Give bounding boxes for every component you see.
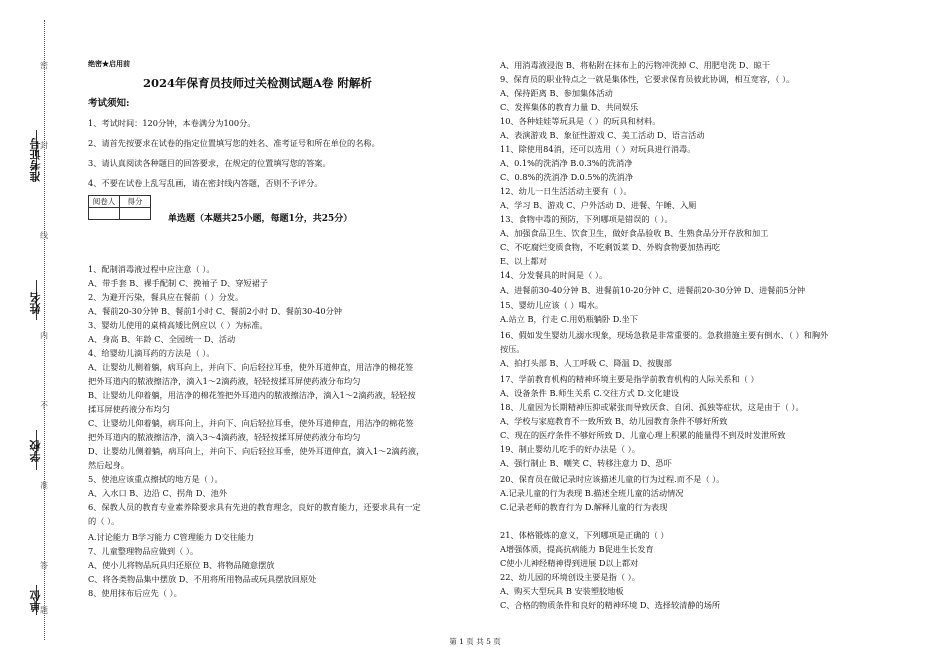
seal-char: 题 [40, 606, 48, 615]
question-line: 1、配制消毒液过程中应注意（ ）。 [88, 264, 215, 274]
question-line: C、合格的物质条件和良好的精神环境 D、选择较清静的场所 [500, 600, 721, 610]
question-line: C、让婴幼儿仰着躺，病耳向上，并向下、向后轻拉耳垂，使外耳道伸直，用洁净的棉花签 [88, 418, 414, 428]
question-line: A、强行制止 B、嘲笑 C、转移注意力 D、恐吓 [500, 458, 672, 468]
question-line: A、学习 B、游戏 C、户外活动 D、进餐、午睡、入厕 [500, 200, 697, 210]
question-line: C、将各类物品集中摆放 D、不用将所用物品或玩具摆放回原处 [88, 574, 317, 584]
question-line: A.站立 B，行走 C.用奶瓶躺卧 D.坐下 [500, 314, 639, 324]
question-line: 5、使池应该重点擦拭的地方是（ ）。 [88, 474, 223, 484]
binding-margin [0, 0, 72, 671]
margin-label-name: 姓名 [29, 292, 42, 314]
question-line: A、0.1%的洗消净 B.0.3%的洗消净 [500, 158, 633, 168]
seal-char: 答 [40, 561, 48, 570]
page-title: 2024年保育员技师过关检测试题A卷 附解析 [143, 76, 372, 90]
question-line: 12、幼儿一日生活活动主要有（ ）。 [500, 186, 632, 196]
question-line: C、不吃腐烂变质食物，不吃剩饭菜 D、外购食物要加热再吃 [500, 242, 721, 252]
question-line: 14、分发餐具的时间是（ ）。 [500, 270, 608, 280]
seal-char: 内 [40, 331, 48, 340]
question-line: 8、使用抹布后应先（ ）。 [88, 588, 182, 598]
question-line: A、表演游戏 B、象征性游戏 C、美工活动 D、语言活动 [500, 130, 705, 140]
question-line: A、拍打头部 B、人工呼吸 C、降温 D、按腹部 [500, 358, 672, 368]
question-line: 17、学前教育机构的精神环境主要是指学前教育机构的人际关系和（ ） [500, 374, 759, 384]
question-line: A、设备条件 B.师生关系 C.交往方式 D.文化建设 [500, 388, 679, 398]
question-line: A、让婴幼儿侧着躺，病耳向上，并向下、向后轻拉耳垂，使外耳道伸直，用洁净的棉花签 [88, 362, 414, 372]
question-line: A、餐前20-30分钟 B、餐前1小时 C、餐前2小时 D、餐前30-40分钟 [88, 306, 342, 316]
margin-label-exam-id: 准考证号 [29, 138, 42, 182]
question-line: 7、儿童整理物品应做到（ ）。 [88, 546, 199, 556]
question-line: A、用消毒液浸泡 B、将粘附在抹布上的污物冲洗掉 C、用肥皂洗 D、晾干 [500, 60, 771, 70]
question-line: 按压。 [500, 344, 525, 354]
question-line: A.讨论能力 B学习能力 C管理能力 D交往能力 [88, 532, 255, 542]
question-line: 2、为避开污染，餐具应在餐前（ ）分发。 [88, 292, 244, 302]
question-line: A、身高 B、年龄 C、全园统一 D、活动 [88, 334, 236, 344]
question-line: 21、体格锻炼的意义，下列哪项是正确的（ ） [500, 530, 669, 540]
question-line: A、带手套 B、裸手配制 C、挽袖子 D、穿短裙子 [88, 278, 268, 288]
question-line: 18、儿童因为长期精神压抑或紧张而导致厌食、自闭、孤独等症状，这是由于（ ）。 [500, 402, 804, 412]
score-table-score-cell [120, 208, 151, 220]
question-line: 16、假如发生婴幼儿溺水现象，现场急救是非常重要的。急救措施主要有倒水、（ ）和胸外 [500, 330, 829, 340]
score-table [88, 195, 151, 220]
seal-char: 不 [40, 401, 48, 410]
question-line: 揉耳屏使药液分布均匀 [88, 404, 170, 414]
question-line: 把外耳道内的脓液擦洁净，滴入3～4滴药液，轻轻按揉耳屏使药液分布均匀 [88, 432, 361, 442]
question-line: D、让婴幼儿侧着躺，病耳向上，并向下、向后轻拉耳垂，使外耳道伸直，滴入1～2滴药液， [88, 446, 425, 456]
question-line: A、入水口 B、边沿 C、拐角 D、池外 [88, 488, 228, 498]
question-line: C、0.8%的洗消净 D.0.5%的洗消净 [500, 172, 634, 182]
margin-label-school: 学校 [29, 440, 42, 462]
score-table-score-header: 得分 [120, 196, 151, 208]
question-line: A.记录儿童的行为表现 B.描述全班儿童的活动情况 [500, 488, 684, 498]
question-line: 11、除使用84消，还可以选用（ ）对玩具进行消毒。 [500, 144, 696, 154]
question-line: B、让婴幼儿仰着躺，用洁净的棉花签把外耳道内的脓液擦洁净，滴入1～2滴药液，轻轻按 [88, 390, 416, 400]
question-line: 15、婴幼儿应该（ ）喝水。 [500, 300, 604, 310]
notice-item: 4、不要在试卷上乱写乱画，请在密封线内答题，否则不予评分。 [88, 178, 323, 188]
question-line: 13、食物中毒的预防，下列哪项是错误的（ ）。 [500, 214, 673, 224]
section-title: 单选题（本题共25小题，每题1分，共25分） [168, 214, 353, 224]
question-line: 20、保育员在做记录时应该描述儿童的行为过程.而不是（ ）。 [500, 474, 725, 484]
seal-char: 密 [40, 61, 48, 70]
margin-label-unit: 单位 [29, 590, 42, 612]
notice-item: 2、请首先按要求在试卷的指定位置填写您的姓名、准考证号和所在单位的名称。 [88, 138, 380, 148]
question-line: A、购买大型玩具 B 安装塑胶地板 [500, 586, 624, 596]
seal-char: 封 [40, 141, 48, 150]
page-footer: 第 1 页 共 5 页 [449, 637, 501, 646]
score-table-grader-header: 阅卷人 [89, 196, 120, 208]
question-line: C、现在的医疗条件不够好所致 D、儿童心理上积累的能量得不到及时发泄所致 [500, 430, 786, 440]
question-line: C.记录老师的教育行为 D.解释儿童的行为表现 [500, 502, 668, 512]
question-line: 10、各种娃娃等玩具是（ ）的玩具和材料。 [500, 116, 661, 126]
question-line: 3、婴幼儿使用的桌椅高矮比例应以（ ）为标准。 [88, 320, 268, 330]
question-line: A增强体质，提高抗病能力 B促进生长发育 [500, 544, 654, 554]
question-line: E、以上都对 [500, 256, 547, 266]
question-line: C使小儿神经精神得到进展 D以上都对 [500, 558, 639, 568]
question-line: C、发挥集体的教育力量 D、共同娱乐 [500, 102, 639, 112]
notice-heading: 考试须知: [88, 98, 130, 109]
question-line: A、学校与家庭教育不一致所致 B、幼儿园教育条件不够好所致 [500, 416, 728, 426]
question-line: A、保持距离 B、参加集体活动 [500, 88, 613, 98]
question-line: 6、保教人员的教育专业素养除要求具有先进的教育理念，良好的教育能力，还要求具有一定 [88, 502, 421, 512]
secret-label: 绝密★启用前 [88, 59, 130, 68]
question-line: A、进餐前30-40分钟 B、进餐前10-20分钟 C、进餐前20-30分钟 D、进餐前5分钟 [500, 285, 806, 295]
question-line: 22、幼儿园的环境创设主要是指（ ）。 [500, 572, 640, 582]
question-line: A、加强食品卫生、饮食卫生，做好食品验收 B、生熟食品分开存放和加工 [500, 228, 769, 238]
notice-item: 1、考试时间：120分钟，本卷满分为100分。 [88, 118, 256, 128]
question-line: 的（ ）。 [88, 516, 120, 526]
question-line: 然后起身。 [88, 460, 129, 470]
question-line: 9、保育员的职业特点之一就是集体性，它要求保育员彼此协调，相互宽容，（ ）。 [500, 74, 795, 84]
notice-item: 3、请认真阅读各种题目的回答要求，在规定的位置填写您的答案。 [88, 158, 331, 168]
seal-char: 线 [40, 231, 48, 240]
score-table-grader-cell [89, 208, 120, 220]
question-line: 19、制止婴幼儿吃手的好办法是（ ）。 [500, 444, 640, 454]
seal-char: 准 [40, 481, 48, 490]
question-line: 把外耳道内的脓液擦洁净，滴入1～2滴药液，轻轻按揉耳屏使药液分布均匀 [88, 376, 361, 386]
question-line: 4、给婴幼儿滴耳药的方法是（ ）。 [88, 348, 215, 358]
question-line: A、使小儿将物品玩具归还原位 B、将物品随意摆放 [88, 560, 275, 570]
